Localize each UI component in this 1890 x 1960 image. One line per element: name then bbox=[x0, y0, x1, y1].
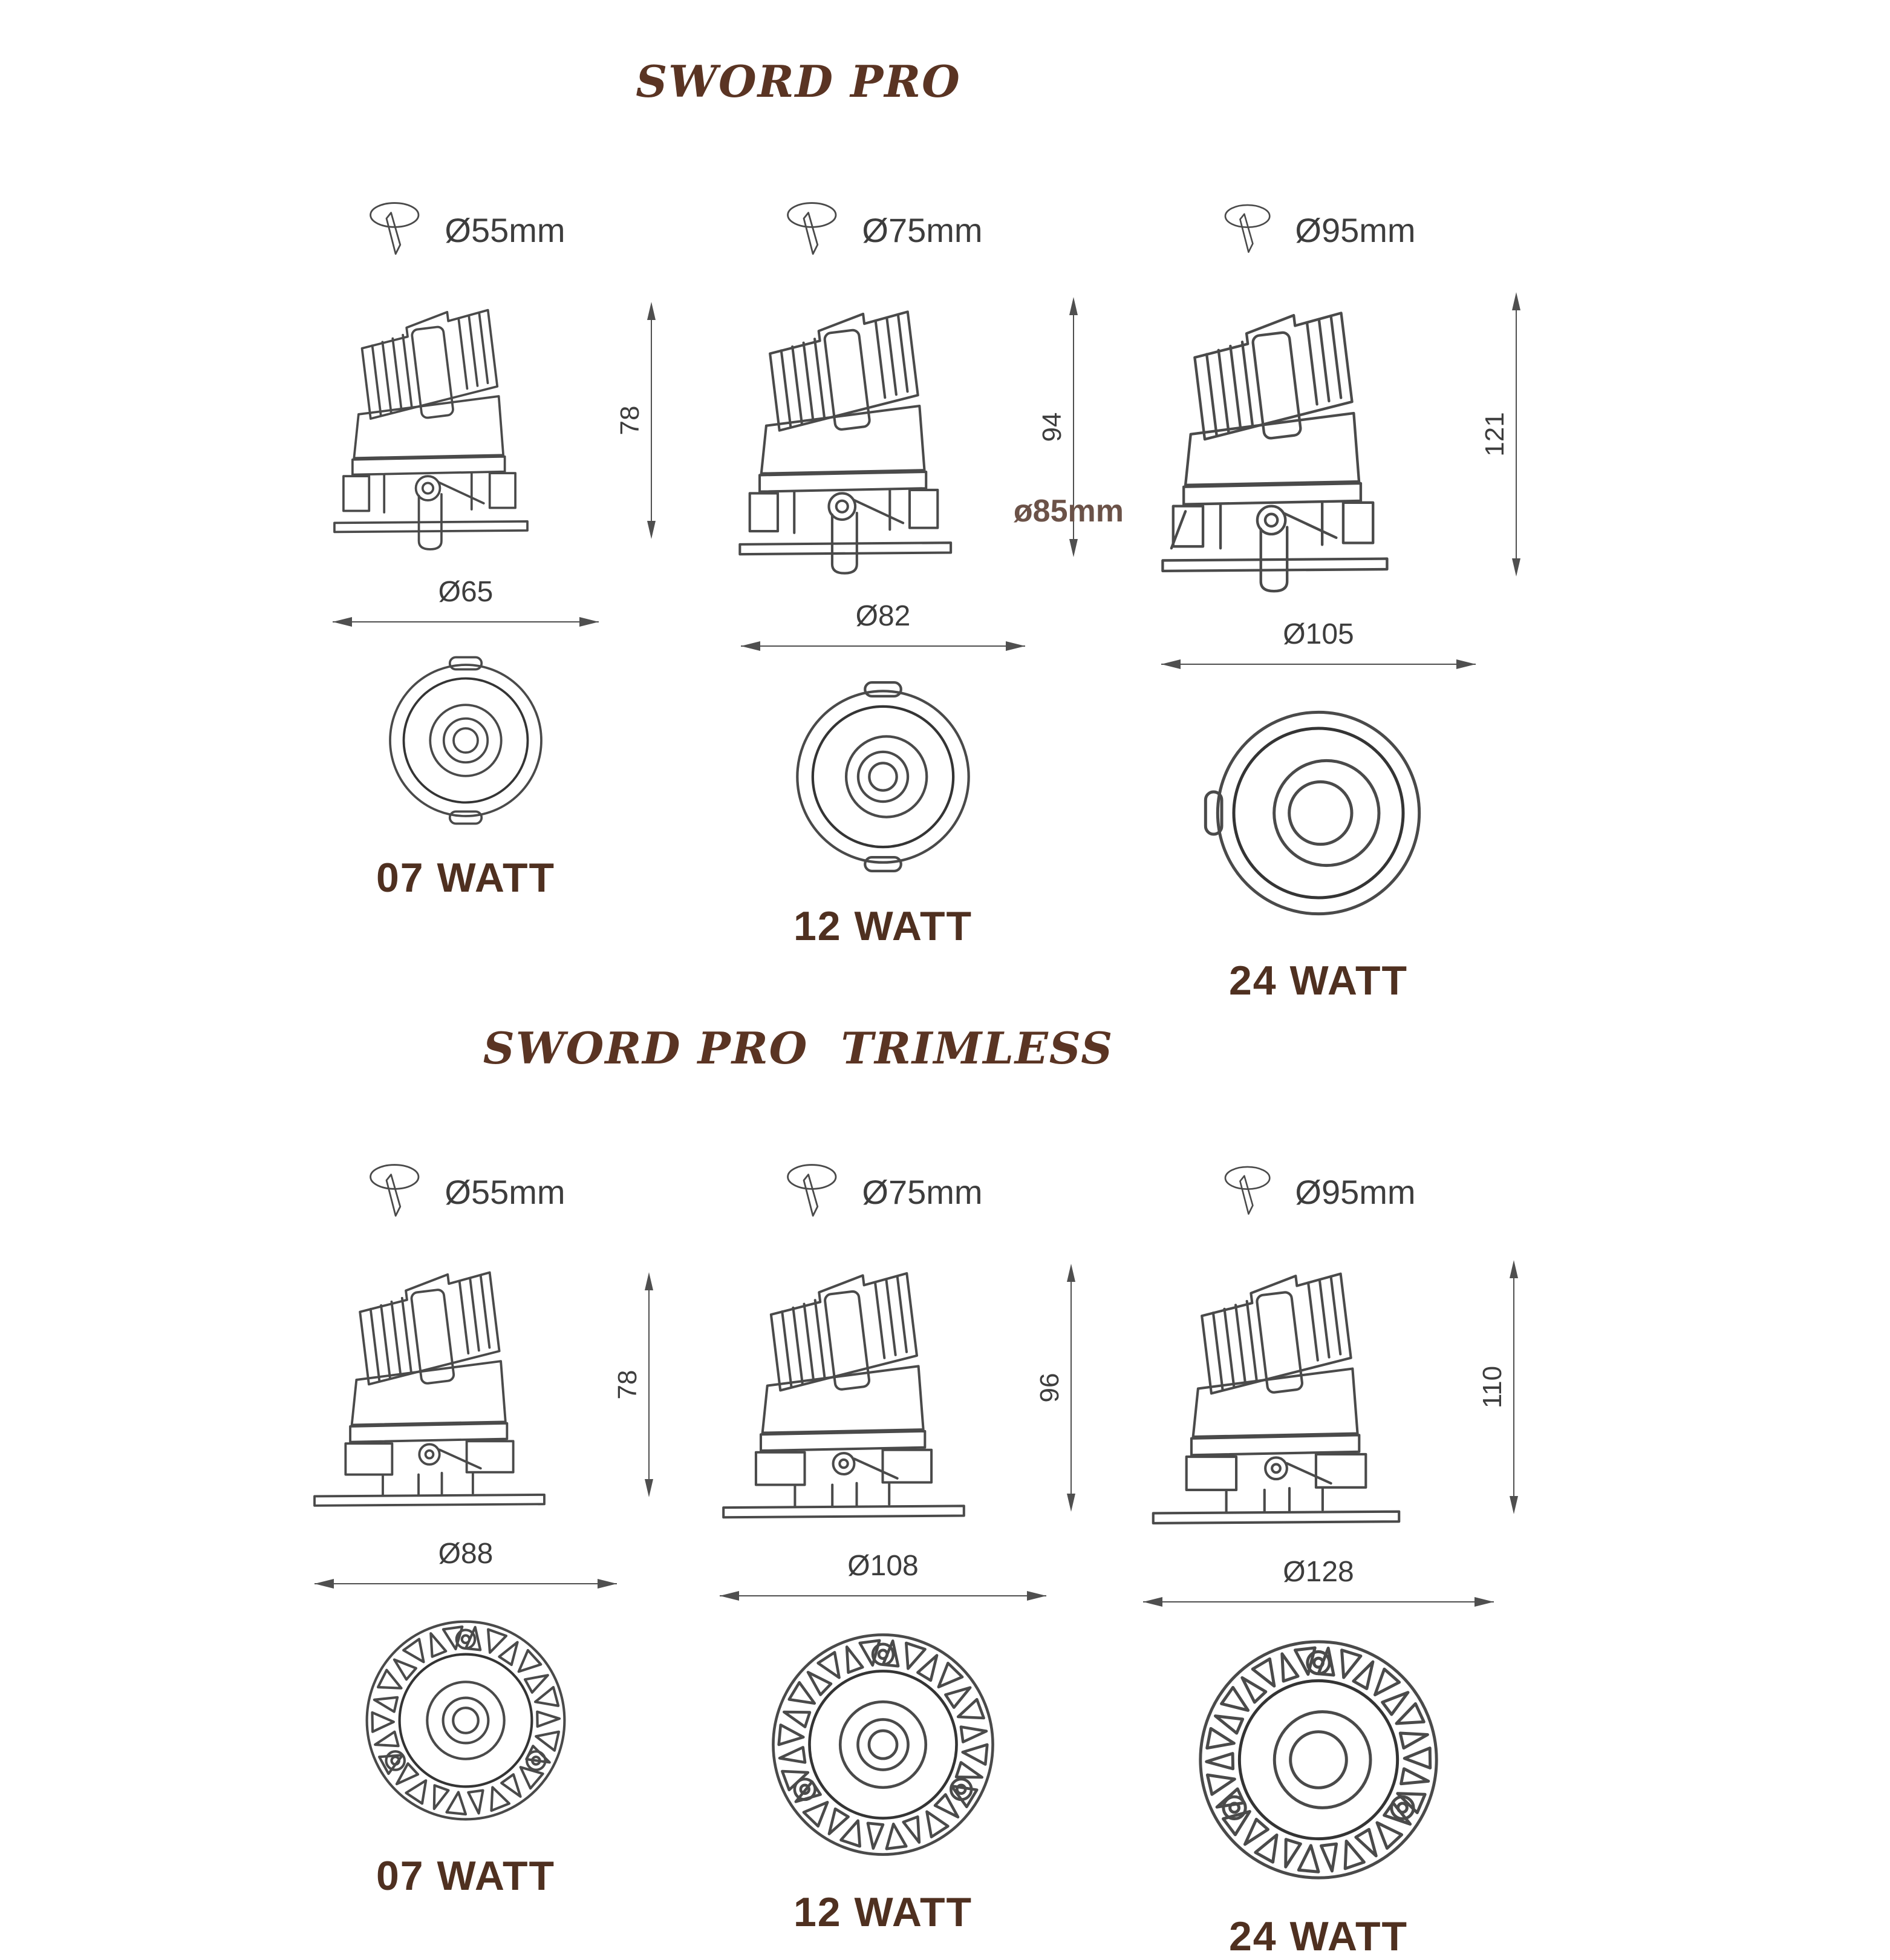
ceiling-cutout-icon bbox=[366, 1157, 429, 1227]
front-view-area bbox=[1198, 692, 1439, 934]
fixture-front-view-trimless bbox=[1188, 1630, 1448, 1890]
front-view-area bbox=[1188, 1630, 1448, 1890]
cutout-diameter-label: Ø95mm bbox=[1295, 1172, 1416, 1211]
ceiling-cutout-icon bbox=[366, 195, 429, 265]
fixture-side-view bbox=[1110, 292, 1436, 595]
section-title-sword-pro-trimless: SWORD PRO TRIMLESS bbox=[483, 1022, 1114, 1074]
watt-label: 24 WATT bbox=[1228, 1913, 1409, 1959]
flange-diameter-annotation: ø85mm bbox=[1013, 494, 1124, 529]
fixture-side-view bbox=[284, 1254, 575, 1514]
side-view-area bbox=[242, 292, 689, 552]
cutout-row bbox=[783, 191, 982, 269]
fixture-column-pro-24w bbox=[1095, 191, 1542, 1004]
height-dim-label: 78 bbox=[615, 405, 645, 436]
side-view-area bbox=[659, 1254, 1107, 1526]
cutout-diameter-label: Ø75mm bbox=[862, 1172, 983, 1211]
diameter-dimension bbox=[314, 1537, 617, 1589]
cutout-row bbox=[366, 1152, 565, 1231]
fixture-column-trimless-12w bbox=[659, 1152, 1107, 1936]
front-view-area bbox=[357, 1612, 575, 1829]
fixture-side-view bbox=[287, 292, 572, 552]
diameter-dim-label: Ø128 bbox=[1283, 1556, 1354, 1588]
fixture-column-trimless-24w bbox=[1095, 1152, 1542, 1960]
fixture-front-view-trimless bbox=[762, 1624, 1004, 1866]
section-title-sword-pro: SWORD PRO bbox=[636, 56, 961, 107]
diameter-dimension bbox=[741, 599, 1025, 651]
cutout-diameter-label: Ø95mm bbox=[1295, 211, 1416, 249]
fixture-side-view bbox=[1119, 1254, 1433, 1532]
fixture-front-view bbox=[780, 674, 986, 880]
cutout-diameter-label: Ø75mm bbox=[862, 211, 983, 249]
diameter-dim-label: Ø108 bbox=[847, 1550, 919, 1582]
side-view-area bbox=[1095, 1254, 1542, 1532]
front-view-area bbox=[375, 650, 556, 831]
diameter-dim-label: Ø65 bbox=[438, 576, 494, 608]
ceiling-cutout-icon bbox=[1221, 1159, 1279, 1224]
watt-label: 12 WATT bbox=[793, 903, 973, 949]
fixture-column-trimless-07w bbox=[242, 1152, 689, 1900]
diameter-dim-label: Ø105 bbox=[1283, 618, 1354, 650]
cutout-row bbox=[366, 191, 565, 269]
fixture-column-pro-07w bbox=[242, 191, 689, 901]
height-dim-label: 110 bbox=[1478, 1365, 1507, 1409]
side-view-area bbox=[1095, 292, 1542, 595]
diameter-dimension bbox=[333, 575, 599, 627]
front-view-area bbox=[762, 1624, 1004, 1866]
front-view-area bbox=[780, 674, 986, 880]
fixture-side-view bbox=[692, 1254, 995, 1526]
height-dim-label: 78 bbox=[613, 1370, 642, 1400]
diameter-dim-label: Ø82 bbox=[855, 600, 911, 632]
cutout-row bbox=[1221, 1152, 1415, 1231]
height-dim-label: 94 bbox=[1037, 412, 1067, 442]
watt-label: 24 WATT bbox=[1228, 958, 1409, 1004]
diameter-dimension bbox=[720, 1549, 1046, 1601]
ceiling-cutout-icon bbox=[783, 1157, 846, 1227]
cutout-row bbox=[783, 1152, 982, 1231]
height-dim-label: 96 bbox=[1035, 1373, 1064, 1403]
fixture-side-view bbox=[689, 292, 998, 577]
watt-label: 07 WATT bbox=[376, 855, 556, 901]
diameter-dimension bbox=[1161, 618, 1476, 669]
fixture-column-pro-12w bbox=[659, 191, 1124, 950]
trim-screws bbox=[1224, 1651, 1413, 1818]
watt-label: 07 WATT bbox=[376, 1853, 556, 1899]
diameter-dimension bbox=[1143, 1555, 1494, 1607]
diameter-dim-label: Ø88 bbox=[438, 1538, 494, 1570]
height-dimension bbox=[1035, 1264, 1093, 1512]
ceiling-cutout-icon bbox=[783, 195, 846, 265]
height-dimension bbox=[1478, 1260, 1536, 1514]
trim-screws bbox=[386, 1630, 545, 1769]
cutout-diameter-label: Ø55mm bbox=[445, 1172, 565, 1211]
fixture-front-view bbox=[1198, 692, 1439, 934]
watt-label: 12 WATT bbox=[793, 1889, 973, 1935]
cutout-diameter-label: Ø55mm bbox=[445, 211, 565, 249]
fixture-front-view-trimless bbox=[357, 1612, 575, 1829]
height-dimension bbox=[1480, 292, 1539, 577]
ceiling-cutout-icon bbox=[1221, 197, 1279, 263]
height-dim-label: 121 bbox=[1480, 412, 1510, 457]
side-view-area bbox=[659, 292, 1124, 577]
side-view-area bbox=[242, 1254, 689, 1514]
cutout-row bbox=[1221, 191, 1415, 269]
fixture-front-view bbox=[375, 650, 556, 831]
